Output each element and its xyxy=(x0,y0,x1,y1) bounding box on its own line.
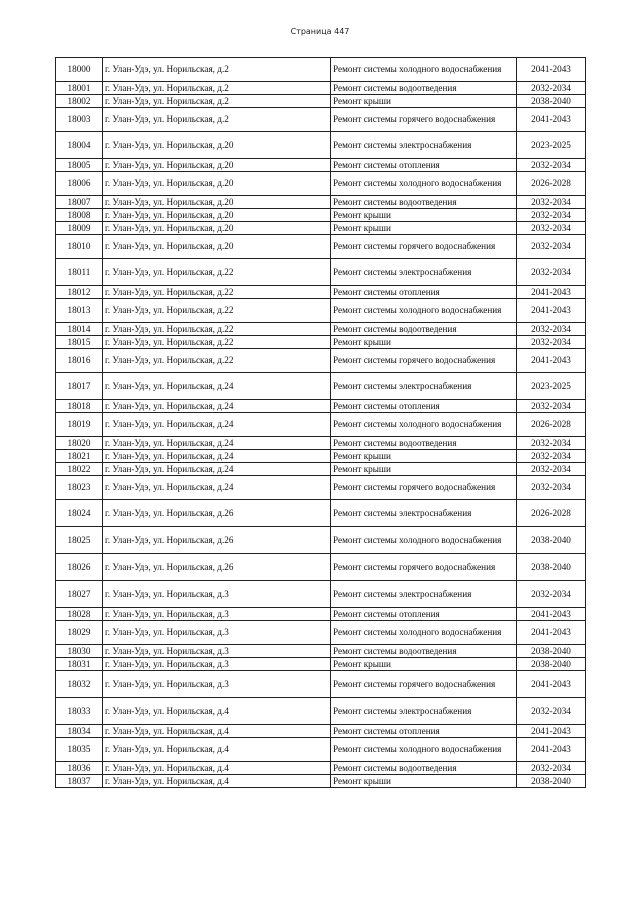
work-type-cell: Ремонт системы горячего водоснабжения xyxy=(331,349,517,373)
address-cell: г. Улан-Удэ, ул. Норильская, д.4 xyxy=(103,698,331,725)
period-cell: 2041-2043 xyxy=(517,608,586,621)
address-cell: г. Улан-Удэ, ул. Норильская, д.3 xyxy=(103,621,331,645)
period-cell: 2032-2034 xyxy=(517,476,586,500)
period-cell: 2041-2043 xyxy=(517,349,586,373)
work-type-cell: Ремонт системы холодного водоснабжения xyxy=(331,621,517,645)
address-cell: г. Улан-Удэ, ул. Норильская, д.26 xyxy=(103,500,331,527)
work-type-cell: Ремонт системы электроснабжения xyxy=(331,698,517,725)
row-number-cell: 18007 xyxy=(56,196,103,209)
work-type-cell: Ремонт системы водоотведения xyxy=(331,196,517,209)
address-cell: г. Улан-Удэ, ул. Норильская, д.4 xyxy=(103,775,331,788)
address-cell: г. Улан-Удэ, ул. Норильская, д.3 xyxy=(103,658,331,671)
work-type-cell: Ремонт крыши xyxy=(331,222,517,235)
row-number-cell: 18010 xyxy=(56,235,103,259)
period-cell: 2026-2028 xyxy=(517,500,586,527)
work-type-cell: Ремонт системы холодного водоснабжения xyxy=(331,299,517,323)
table-row xyxy=(56,132,586,159)
address-cell: г. Улан-Удэ, ул. Норильская, д.2 xyxy=(103,95,331,108)
address-cell: г. Улан-Удэ, ул. Норильская, д.4 xyxy=(103,762,331,775)
period-cell: 2032-2034 xyxy=(517,235,586,259)
address-cell: г. Улан-Удэ, ул. Норильская, д.22 xyxy=(103,299,331,323)
address-cell: г. Улан-Удэ, ул. Норильская, д.20 xyxy=(103,209,331,222)
work-type-cell: Ремонт системы холодного водоснабжения xyxy=(331,58,517,82)
row-number-cell: 18037 xyxy=(56,775,103,788)
work-type-cell: Ремонт системы холодного водоснабжения xyxy=(331,738,517,762)
table-row xyxy=(56,725,586,738)
row-number-cell: 18020 xyxy=(56,437,103,450)
table-row xyxy=(56,58,586,82)
row-number-cell: 18032 xyxy=(56,671,103,698)
work-type-cell: Ремонт крыши xyxy=(331,775,517,788)
row-number-cell: 18005 xyxy=(56,159,103,172)
period-cell: 2032-2034 xyxy=(517,209,586,222)
work-type-cell: Ремонт системы электроснабжения xyxy=(331,259,517,286)
row-number-cell: 18006 xyxy=(56,172,103,196)
row-number-cell: 18008 xyxy=(56,209,103,222)
period-cell: 2041-2043 xyxy=(517,621,586,645)
work-type-cell: Ремонт системы горячего водоснабжения xyxy=(331,671,517,698)
period-cell: 2026-2028 xyxy=(517,413,586,437)
address-cell: г. Улан-Удэ, ул. Норильская, д.22 xyxy=(103,323,331,336)
period-cell: 2032-2034 xyxy=(517,222,586,235)
row-number-cell: 18009 xyxy=(56,222,103,235)
row-number-cell: 18027 xyxy=(56,581,103,608)
work-type-cell: Ремонт системы электроснабжения xyxy=(331,581,517,608)
row-number-cell: 18017 xyxy=(56,373,103,400)
period-cell: 2032-2034 xyxy=(517,762,586,775)
work-type-cell: Ремонт крыши xyxy=(331,658,517,671)
address-cell: г. Улан-Удэ, ул. Норильская, д.20 xyxy=(103,172,331,196)
period-cell: 2032-2034 xyxy=(517,336,586,349)
address-cell: г. Улан-Удэ, ул. Норильская, д.3 xyxy=(103,645,331,658)
address-cell: г. Улан-Удэ, ул. Норильская, д.3 xyxy=(103,581,331,608)
period-cell: 2032-2034 xyxy=(517,259,586,286)
period-cell: 2038-2040 xyxy=(517,775,586,788)
row-number-cell: 18012 xyxy=(56,286,103,299)
address-cell: г. Улан-Удэ, ул. Норильская, д.24 xyxy=(103,476,331,500)
table-row xyxy=(56,554,586,581)
table-row xyxy=(56,450,586,463)
work-type-cell: Ремонт крыши xyxy=(331,336,517,349)
period-cell: 2032-2034 xyxy=(517,323,586,336)
row-number-cell: 18025 xyxy=(56,527,103,554)
period-cell: 2023-2025 xyxy=(517,373,586,400)
period-cell: 2026-2028 xyxy=(517,172,586,196)
row-number-cell: 18029 xyxy=(56,621,103,645)
table-row xyxy=(56,108,586,132)
period-cell: 2032-2034 xyxy=(517,698,586,725)
table-row xyxy=(56,222,586,235)
table-row xyxy=(56,400,586,413)
period-cell: 2032-2034 xyxy=(517,581,586,608)
table-row xyxy=(56,349,586,373)
row-number-cell: 18034 xyxy=(56,725,103,738)
row-number-cell: 18019 xyxy=(56,413,103,437)
address-cell: г. Улан-Удэ, ул. Норильская, д.4 xyxy=(103,725,331,738)
address-cell: г. Улан-Удэ, ул. Норильская, д.20 xyxy=(103,196,331,209)
table-row xyxy=(56,413,586,437)
row-number-cell: 18001 xyxy=(56,82,103,95)
table-row xyxy=(56,196,586,209)
work-type-cell: Ремонт системы водоотведения xyxy=(331,82,517,95)
table-row xyxy=(56,336,586,349)
address-cell: г. Улан-Удэ, ул. Норильская, д.22 xyxy=(103,259,331,286)
address-cell: г. Улан-Удэ, ул. Норильская, д.3 xyxy=(103,608,331,621)
address-cell: г. Улан-Удэ, ул. Норильская, д.24 xyxy=(103,463,331,476)
row-number-cell: 18033 xyxy=(56,698,103,725)
row-number-cell: 18022 xyxy=(56,463,103,476)
work-type-cell: Ремонт системы горячего водоснабжения xyxy=(331,476,517,500)
row-number-cell: 18003 xyxy=(56,108,103,132)
table-row xyxy=(56,762,586,775)
address-cell: г. Улан-Удэ, ул. Норильская, д.20 xyxy=(103,222,331,235)
table-row xyxy=(56,671,586,698)
row-number-cell: 18014 xyxy=(56,323,103,336)
address-cell: г. Улан-Удэ, ул. Норильская, д.20 xyxy=(103,159,331,172)
repair-schedule-table xyxy=(55,57,586,788)
work-type-cell: Ремонт системы водоотведения xyxy=(331,645,517,658)
table-row xyxy=(56,645,586,658)
address-cell: г. Улан-Удэ, ул. Норильская, д.20 xyxy=(103,132,331,159)
address-cell: г. Улан-Удэ, ул. Норильская, д.2 xyxy=(103,58,331,82)
row-number-cell: 18004 xyxy=(56,132,103,159)
table-row xyxy=(56,159,586,172)
period-cell: 2032-2034 xyxy=(517,196,586,209)
period-cell: 2041-2043 xyxy=(517,58,586,82)
work-type-cell: Ремонт системы отопления xyxy=(331,400,517,413)
row-number-cell: 18024 xyxy=(56,500,103,527)
work-type-cell: Ремонт системы холодного водоснабжения xyxy=(331,527,517,554)
address-cell: г. Улан-Удэ, ул. Норильская, д.24 xyxy=(103,450,331,463)
row-number-cell: 18030 xyxy=(56,645,103,658)
work-type-cell: Ремонт системы отопления xyxy=(331,159,517,172)
period-cell: 2041-2043 xyxy=(517,671,586,698)
period-cell: 2032-2034 xyxy=(517,82,586,95)
row-number-cell: 18031 xyxy=(56,658,103,671)
address-cell: г. Улан-Удэ, ул. Норильская, д.3 xyxy=(103,671,331,698)
row-number-cell: 18026 xyxy=(56,554,103,581)
period-cell: 2032-2034 xyxy=(517,400,586,413)
period-cell: 2038-2040 xyxy=(517,645,586,658)
work-type-cell: Ремонт системы отопления xyxy=(331,608,517,621)
period-cell: 2038-2040 xyxy=(517,658,586,671)
work-type-cell: Ремонт системы отопления xyxy=(331,286,517,299)
table-row xyxy=(56,235,586,259)
work-type-cell: Ремонт системы горячего водоснабжения xyxy=(331,235,517,259)
row-number-cell: 18000 xyxy=(56,58,103,82)
row-number-cell: 18036 xyxy=(56,762,103,775)
work-type-cell: Ремонт крыши xyxy=(331,209,517,222)
table-body xyxy=(56,58,586,788)
row-number-cell: 18035 xyxy=(56,738,103,762)
address-cell: г. Улан-Удэ, ул. Норильская, д.24 xyxy=(103,437,331,450)
work-type-cell: Ремонт системы водоотведения xyxy=(331,762,517,775)
table-row xyxy=(56,373,586,400)
period-cell: 2032-2034 xyxy=(517,463,586,476)
table-row xyxy=(56,209,586,222)
address-cell: г. Улан-Удэ, ул. Норильская, д.4 xyxy=(103,738,331,762)
address-cell: г. Улан-Удэ, ул. Норильская, д.2 xyxy=(103,108,331,132)
work-type-cell: Ремонт системы холодного водоснабжения xyxy=(331,413,517,437)
period-cell: 2032-2034 xyxy=(517,159,586,172)
address-cell: г. Улан-Удэ, ул. Норильская, д.24 xyxy=(103,413,331,437)
row-number-cell: 18028 xyxy=(56,608,103,621)
period-cell: 2041-2043 xyxy=(517,286,586,299)
row-number-cell: 18002 xyxy=(56,95,103,108)
row-number-cell: 18018 xyxy=(56,400,103,413)
address-cell: г. Улан-Удэ, ул. Норильская, д.2 xyxy=(103,82,331,95)
work-type-cell: Ремонт системы водоотведения xyxy=(331,323,517,336)
table-row xyxy=(56,658,586,671)
row-number-cell: 18015 xyxy=(56,336,103,349)
work-type-cell: Ремонт системы электроснабжения xyxy=(331,132,517,159)
period-cell: 2041-2043 xyxy=(517,738,586,762)
table-row xyxy=(56,299,586,323)
table-row xyxy=(56,437,586,450)
address-cell: г. Улан-Удэ, ул. Норильская, д.22 xyxy=(103,286,331,299)
work-type-cell: Ремонт системы горячего водоснабжения xyxy=(331,108,517,132)
work-type-cell: Ремонт системы электроснабжения xyxy=(331,373,517,400)
period-cell: 2038-2040 xyxy=(517,95,586,108)
address-cell: г. Улан-Удэ, ул. Норильская, д.26 xyxy=(103,527,331,554)
work-type-cell: Ремонт крыши xyxy=(331,450,517,463)
period-cell: 2032-2034 xyxy=(517,437,586,450)
table-row xyxy=(56,172,586,196)
row-number-cell: 18011 xyxy=(56,259,103,286)
table-row xyxy=(56,621,586,645)
period-cell: 2038-2040 xyxy=(517,527,586,554)
work-type-cell: Ремонт системы отопления xyxy=(331,725,517,738)
work-type-cell: Ремонт системы водоотведения xyxy=(331,437,517,450)
table-row xyxy=(56,527,586,554)
address-cell: г. Улан-Удэ, ул. Норильская, д.24 xyxy=(103,373,331,400)
address-cell: г. Улан-Удэ, ул. Норильская, д.22 xyxy=(103,336,331,349)
work-type-cell: Ремонт крыши xyxy=(331,463,517,476)
period-cell: 2032-2034 xyxy=(517,450,586,463)
row-number-cell: 18021 xyxy=(56,450,103,463)
period-cell: 2038-2040 xyxy=(517,554,586,581)
table-row xyxy=(56,259,586,286)
table-row xyxy=(56,698,586,725)
address-cell: г. Улан-Удэ, ул. Норильская, д.22 xyxy=(103,349,331,373)
period-cell: 2041-2043 xyxy=(517,108,586,132)
table-row xyxy=(56,463,586,476)
table-row xyxy=(56,608,586,621)
period-cell: 2023-2025 xyxy=(517,132,586,159)
table-row xyxy=(56,476,586,500)
period-cell: 2041-2043 xyxy=(517,299,586,323)
period-cell: 2041-2043 xyxy=(517,725,586,738)
address-cell: г. Улан-Удэ, ул. Норильская, д.26 xyxy=(103,554,331,581)
table-row xyxy=(56,95,586,108)
address-cell: г. Улан-Удэ, ул. Норильская, д.20 xyxy=(103,235,331,259)
page-number-label: Страница 447 xyxy=(290,27,350,36)
row-number-cell: 18013 xyxy=(56,299,103,323)
table-row xyxy=(56,775,586,788)
work-type-cell: Ремонт системы холодного водоснабжения xyxy=(331,172,517,196)
work-type-cell: Ремонт системы горячего водоснабжения xyxy=(331,554,517,581)
row-number-cell: 18023 xyxy=(56,476,103,500)
table-row xyxy=(56,738,586,762)
row-number-cell: 18016 xyxy=(56,349,103,373)
table-row xyxy=(56,581,586,608)
table-row xyxy=(56,500,586,527)
work-type-cell: Ремонт системы электроснабжения xyxy=(331,500,517,527)
table-row xyxy=(56,82,586,95)
address-cell: г. Улан-Удэ, ул. Норильская, д.24 xyxy=(103,400,331,413)
table-row xyxy=(56,323,586,336)
table-row xyxy=(56,286,586,299)
work-type-cell: Ремонт крыши xyxy=(331,95,517,108)
